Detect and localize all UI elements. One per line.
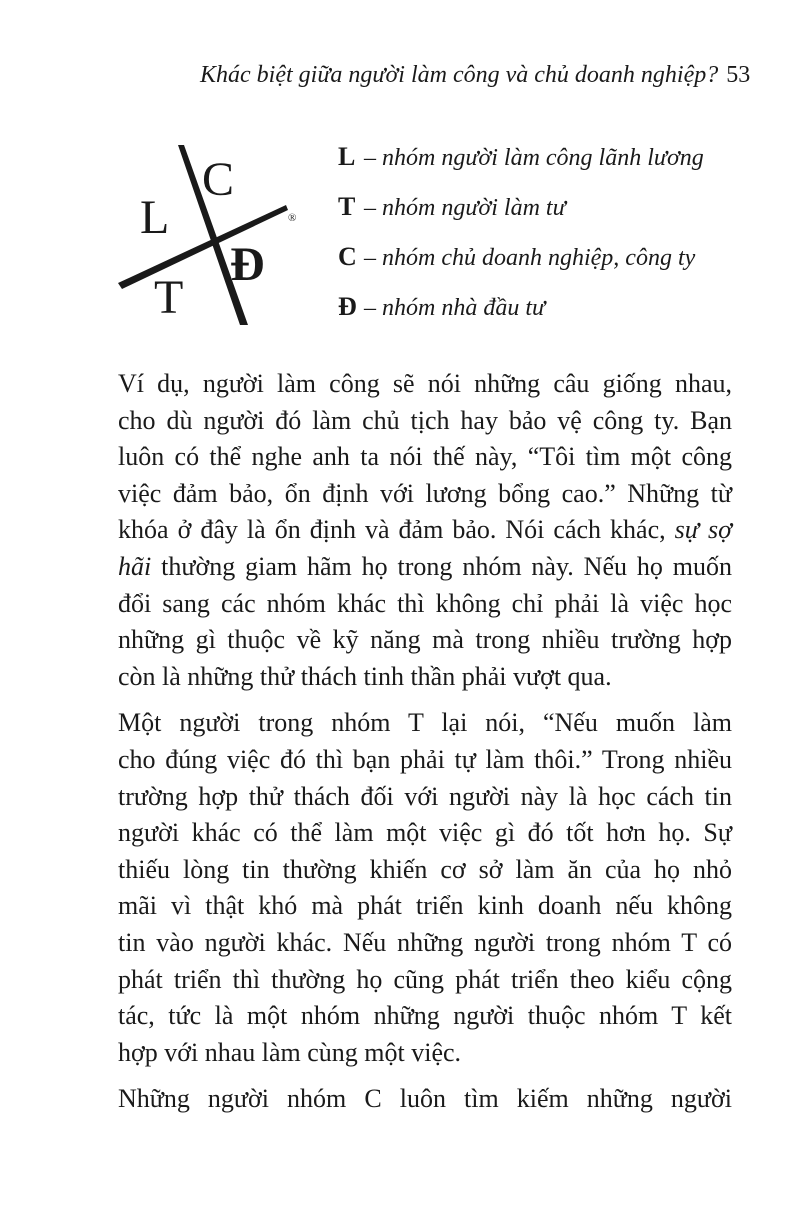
legend-letter: C xyxy=(338,242,357,271)
legend-item-l xyxy=(338,132,778,182)
text-line: phát triển thì thường họ cũng phát triển theo kiểu cộng xyxy=(118,964,732,994)
legend-dash: – xyxy=(364,295,376,321)
page-number: 53 xyxy=(726,62,751,88)
paragraph-1 xyxy=(118,366,732,695)
text-line: mãi vì thật khó mà phát triển kinh doanh nếu không xyxy=(118,891,732,921)
text-line: việc đảm bảo, ổn định với lương bổng cao.” Những từ xyxy=(118,478,732,508)
legend-item-t xyxy=(338,182,778,232)
text-line xyxy=(118,549,732,586)
body-text xyxy=(118,366,732,1128)
text-line: Một người trong nhóm T lại nói, “Nếu muốn làm xyxy=(118,708,732,738)
legend-text: nhóm nhà đầu tư xyxy=(382,295,546,321)
text-line: đổi sang các nhóm khác thì không chỉ phải là việc học xyxy=(118,588,732,618)
text-line: luôn có thể nghe anh ta nói thế này, “Tôi tìm một công xyxy=(118,442,732,472)
cashflow-quadrant-diagram xyxy=(110,135,320,335)
chapter-title: Khác biệt giữa người làm công và chủ doanh nghiệp? xyxy=(200,62,719,88)
text-line: tin vào người khác. Nếu những người trong nhóm T có xyxy=(118,927,732,957)
registered-mark: ® xyxy=(288,212,297,224)
quadrant-letter-d: Đ xyxy=(230,238,265,291)
legend-text: nhóm người làm công lãnh lương xyxy=(382,145,704,171)
quadrant-letter-l: L xyxy=(140,191,170,244)
quadrant-letter-c: C xyxy=(202,153,235,206)
legend-dash: – xyxy=(364,245,376,271)
text-line: hợp với nhau làm cùng một việc. xyxy=(118,1037,462,1067)
emphasis-run: hãi xyxy=(118,551,152,581)
text-line: cho đúng việc đó thì bạn phải tự làm thôi.” Trong nhiều xyxy=(118,744,732,774)
legend-text: nhóm người làm tư xyxy=(382,195,566,221)
legend-dash: – xyxy=(364,145,376,171)
text-line: trường hợp thử thách đối với người này là học cách tin xyxy=(118,781,732,811)
running-header xyxy=(200,58,751,92)
text-line: Những người nhóm C luôn tìm kiếm những người xyxy=(118,1084,732,1114)
legend-letter: L xyxy=(338,142,356,171)
quadrant-legend xyxy=(338,132,778,332)
text-run: khóa ở đây là ổn định và đảm bảo. Nói cách khác, xyxy=(118,515,666,545)
text-line xyxy=(118,512,732,549)
text-line: tác, tức là một nhóm những người thuộc nhóm T kết xyxy=(118,1001,732,1031)
legend-dash: – xyxy=(364,195,376,221)
legend-text: nhóm chủ doanh nghiệp, công ty xyxy=(382,245,696,271)
paragraph-3 xyxy=(118,1081,732,1118)
text-line: những gì thuộc về kỹ năng mà trong nhiều trường hợp xyxy=(118,625,732,655)
legend-item-c xyxy=(338,232,778,282)
emphasis-run: sự sợ xyxy=(674,515,732,545)
legend-item-d xyxy=(338,282,778,332)
quadrant-letter-t: T xyxy=(154,271,184,324)
paragraph-2 xyxy=(118,705,732,1071)
legend-letter: Đ xyxy=(338,292,357,321)
text-line: người khác có thể làm một việc gì đó tốt hơn họ. Sự xyxy=(118,818,732,848)
legend-letter: T xyxy=(338,192,356,221)
quadrant-cross-svg xyxy=(110,135,320,335)
text-run: thường giam hãm họ trong nhóm này. Nếu họ muốn xyxy=(161,551,733,581)
text-line: thiếu lòng tin thường khiến cơ sở làm ăn của họ nhỏ xyxy=(118,854,732,884)
text-line: Ví dụ, người làm công sẽ nói những câu giống nhau, xyxy=(118,369,732,398)
text-line: còn là những thử thách tinh thần phải vượt qua. xyxy=(118,661,612,691)
text-line: cho dù người đó làm chủ tịch hay bảo vệ công ty. Bạn xyxy=(118,405,732,435)
